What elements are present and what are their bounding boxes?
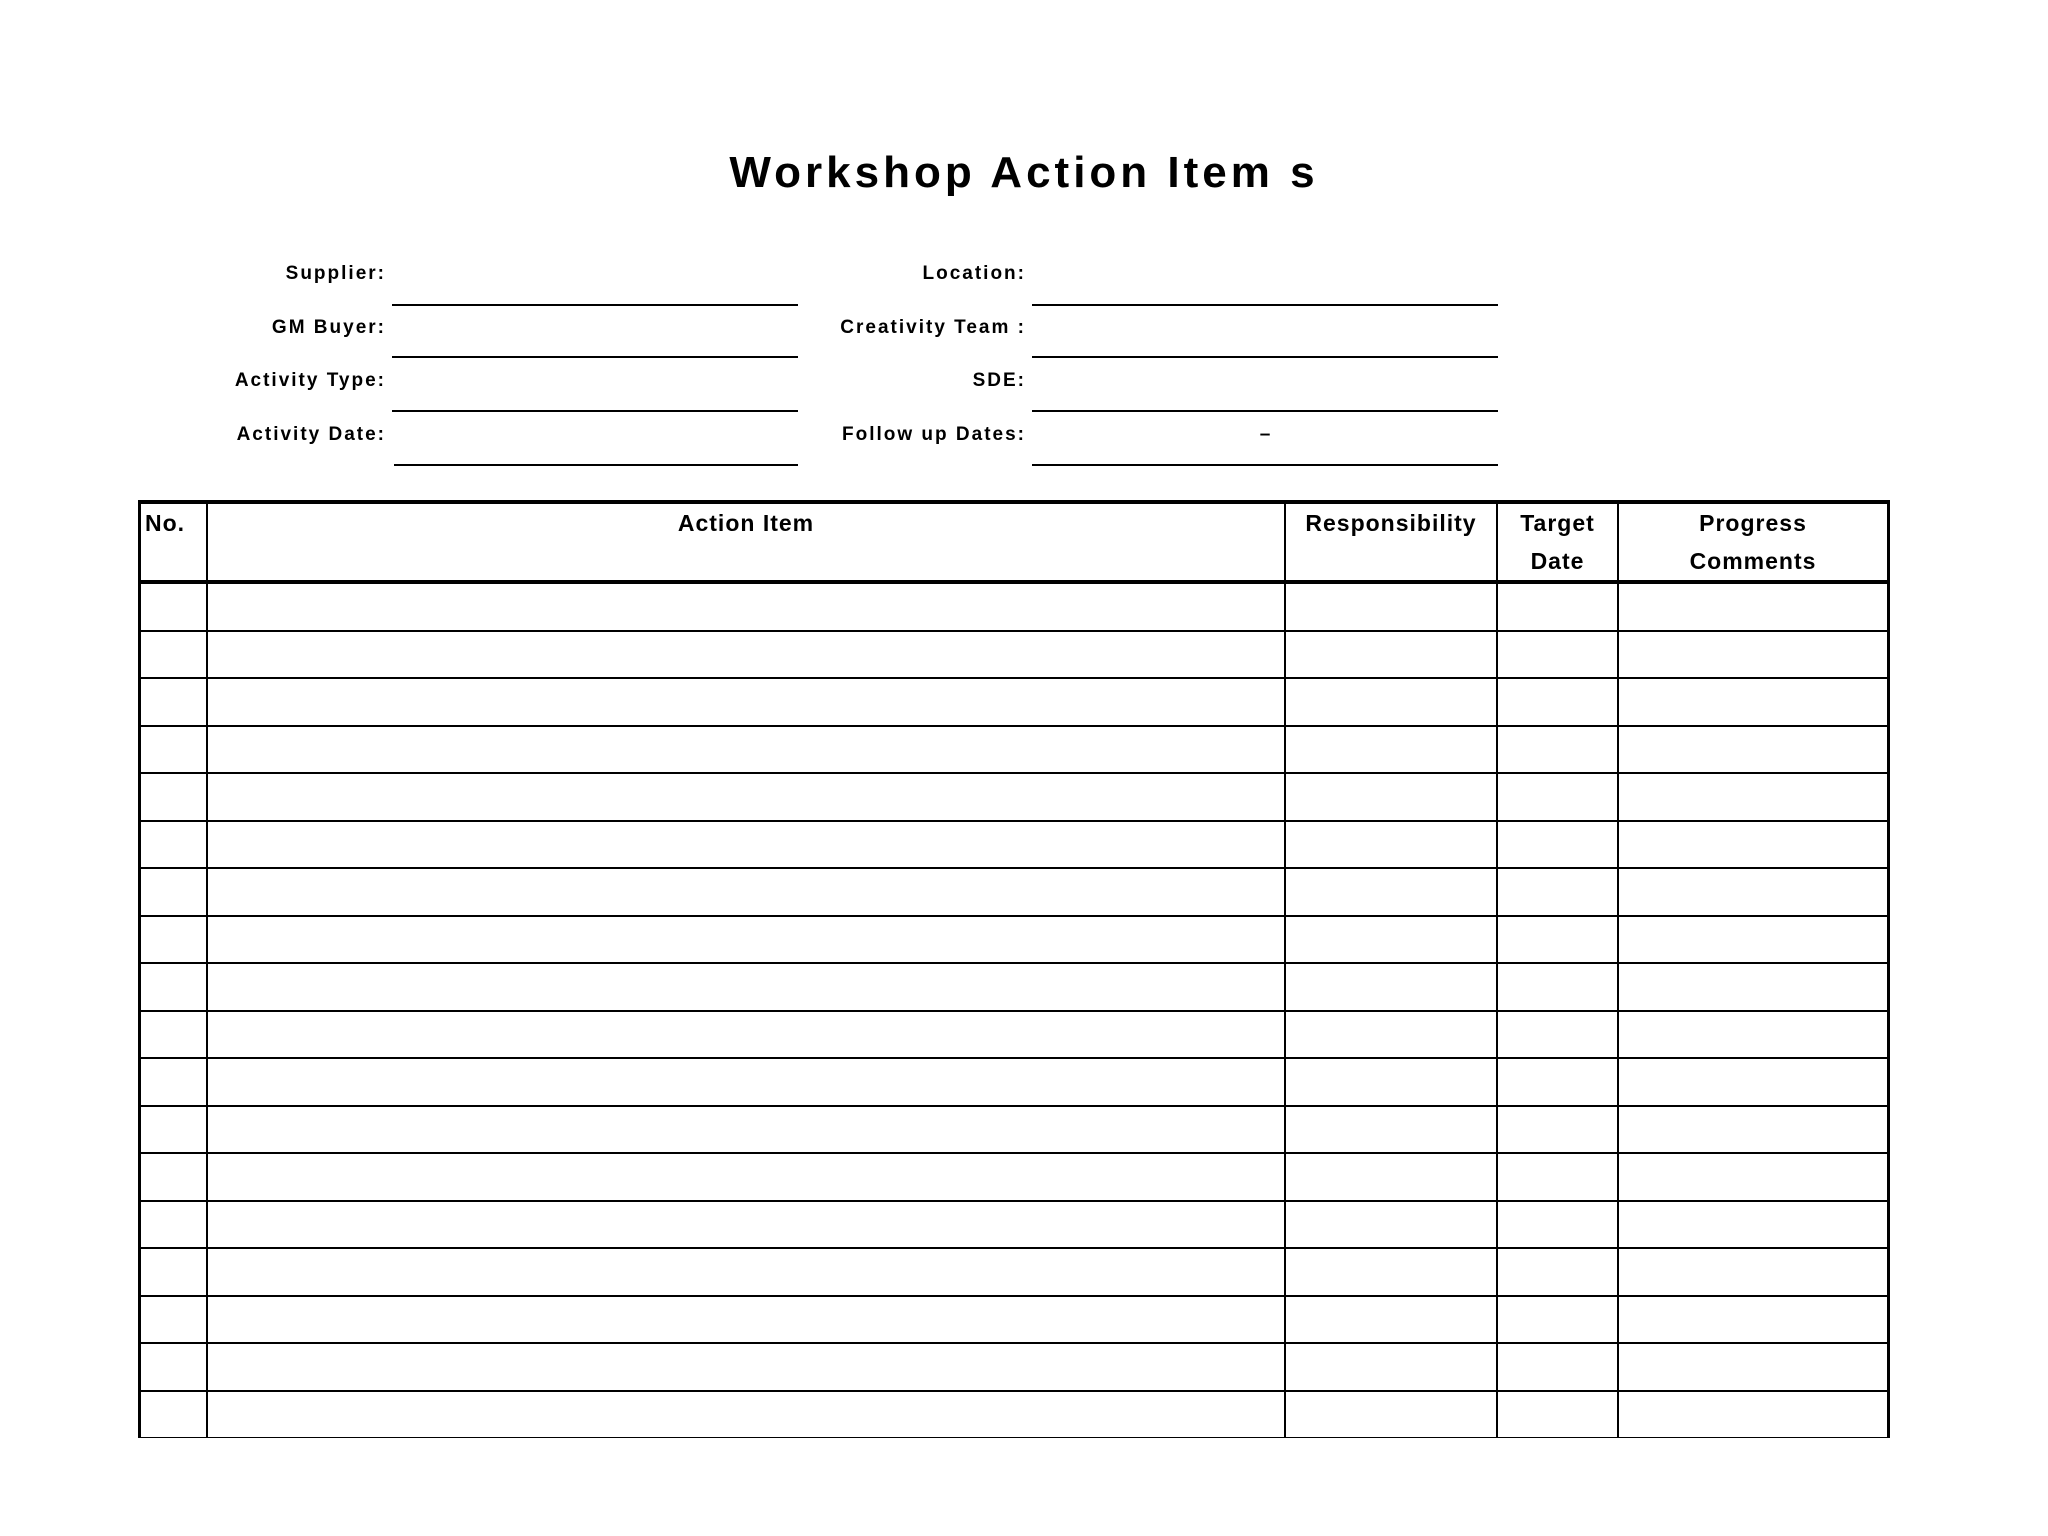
progress-comments-cell[interactable]	[1618, 631, 1887, 679]
action-items-table	[138, 500, 1890, 1438]
no-cell[interactable]	[141, 582, 207, 631]
sde-label: SDE:	[972, 370, 1026, 391]
target-date-cell[interactable]	[1497, 1343, 1618, 1391]
no-cell[interactable]	[141, 1058, 207, 1106]
table-row	[141, 868, 1887, 916]
action-item-cell[interactable]	[207, 963, 1285, 1011]
progress-comments-cell[interactable]	[1618, 1106, 1887, 1154]
target-date-cell[interactable]	[1497, 678, 1618, 726]
progress-comments-cell[interactable]	[1618, 868, 1887, 916]
creativity-team-field[interactable]	[1032, 356, 1498, 358]
no-cell[interactable]	[141, 1153, 207, 1201]
action-item-cell[interactable]	[207, 1201, 1285, 1249]
follow-up-dates-label: Follow up Dates:	[842, 424, 1026, 445]
table-row	[141, 1296, 1887, 1344]
activity-type-field[interactable]	[392, 410, 798, 412]
activity-date-field[interactable]	[394, 464, 798, 466]
column-header-no: No.	[141, 504, 207, 582]
target-date-cell[interactable]	[1497, 582, 1618, 631]
target-date-cell[interactable]	[1497, 1011, 1618, 1059]
column-header-progress-comments	[1618, 504, 1887, 582]
progress-line2: Comments	[1689, 548, 1817, 574]
target-date-cell[interactable]	[1497, 868, 1618, 916]
gm-buyer-field[interactable]	[392, 356, 798, 358]
action-item-cell[interactable]	[207, 1343, 1285, 1391]
no-cell[interactable]	[141, 631, 207, 679]
no-cell[interactable]	[141, 1343, 207, 1391]
table-row	[141, 1011, 1887, 1059]
responsibility-cell[interactable]	[1285, 1391, 1497, 1439]
table-row	[141, 1201, 1887, 1249]
action-item-cell[interactable]	[207, 582, 1285, 631]
activity-type-label: Activity Type:	[234, 370, 386, 391]
table-row	[141, 1058, 1887, 1106]
action-item-cell[interactable]	[207, 1106, 1285, 1154]
target-date-cell[interactable]	[1497, 1296, 1618, 1344]
progress-comments-cell[interactable]	[1618, 726, 1887, 774]
responsibility-cell[interactable]	[1285, 1106, 1497, 1154]
target-date-cell[interactable]	[1497, 631, 1618, 679]
progress-line1: Progress	[1699, 510, 1807, 536]
gm-buyer-label: GM Buyer:	[271, 317, 386, 338]
no-cell[interactable]	[141, 916, 207, 964]
supplier-field[interactable]	[392, 304, 798, 306]
responsibility-cell[interactable]	[1285, 1153, 1497, 1201]
creativity-team-label: Creativity Team :	[840, 317, 1026, 338]
target-date-line2: Date	[1530, 548, 1585, 574]
responsibility-cell[interactable]	[1285, 631, 1497, 679]
column-header-action-item: Action Item	[207, 504, 1285, 582]
responsibility-cell[interactable]	[1285, 1011, 1497, 1059]
action-item-cell[interactable]	[207, 678, 1285, 726]
action-item-cell[interactable]	[207, 726, 1285, 774]
table-row	[141, 1248, 1887, 1296]
table-row	[141, 1106, 1887, 1154]
location-field[interactable]	[1032, 304, 1498, 306]
table-row	[141, 773, 1887, 821]
table-header-row	[141, 504, 1887, 582]
table-row	[141, 1343, 1887, 1391]
responsibility-cell[interactable]	[1285, 963, 1497, 1011]
progress-comments-cell[interactable]	[1618, 1296, 1887, 1344]
sde-field[interactable]	[1032, 410, 1498, 412]
action-item-cell[interactable]	[207, 916, 1285, 964]
action-item-cell[interactable]	[207, 1391, 1285, 1439]
progress-comments-cell[interactable]	[1618, 821, 1887, 869]
responsibility-cell[interactable]	[1285, 1248, 1497, 1296]
no-cell[interactable]	[141, 1391, 207, 1439]
progress-comments-cell[interactable]	[1618, 1248, 1887, 1296]
progress-comments-cell[interactable]	[1618, 1201, 1887, 1249]
progress-comments-cell[interactable]	[1618, 963, 1887, 1011]
target-date-cell[interactable]	[1497, 821, 1618, 869]
target-date-cell[interactable]	[1497, 1153, 1618, 1201]
target-date-cell[interactable]	[1497, 1106, 1618, 1154]
responsibility-cell[interactable]	[1285, 1296, 1497, 1344]
supplier-label: Supplier:	[285, 263, 386, 284]
follow-up-dates-value: –	[1259, 424, 1271, 445]
responsibility-cell[interactable]	[1285, 1058, 1497, 1106]
no-cell[interactable]	[141, 773, 207, 821]
responsibility-cell[interactable]	[1285, 821, 1497, 869]
location-label: Location:	[922, 263, 1026, 284]
target-date-cell[interactable]	[1497, 773, 1618, 821]
progress-comments-cell[interactable]	[1618, 773, 1887, 821]
progress-comments-cell[interactable]	[1618, 678, 1887, 726]
responsibility-cell[interactable]	[1285, 582, 1497, 631]
column-header-responsibility: Responsibility	[1285, 504, 1497, 582]
progress-comments-cell[interactable]	[1618, 582, 1887, 631]
follow-up-dates-field[interactable]	[1032, 464, 1498, 466]
no-cell[interactable]	[141, 1201, 207, 1249]
no-cell[interactable]	[141, 678, 207, 726]
target-date-cell[interactable]	[1497, 1391, 1618, 1439]
table-row	[141, 1391, 1887, 1439]
responsibility-cell[interactable]	[1285, 868, 1497, 916]
progress-comments-cell[interactable]	[1618, 916, 1887, 964]
no-cell[interactable]	[141, 821, 207, 869]
no-cell[interactable]	[141, 963, 207, 1011]
responsibility-cell[interactable]	[1285, 916, 1497, 964]
action-item-cell[interactable]	[207, 1011, 1285, 1059]
column-header-target-date	[1497, 504, 1618, 582]
target-date-cell[interactable]	[1497, 726, 1618, 774]
responsibility-cell[interactable]	[1285, 1201, 1497, 1249]
no-cell[interactable]	[141, 726, 207, 774]
responsibility-cell[interactable]	[1285, 773, 1497, 821]
target-date-cell[interactable]	[1497, 1201, 1618, 1249]
action-item-cell[interactable]	[207, 1153, 1285, 1201]
action-item-cell[interactable]	[207, 631, 1285, 679]
no-cell[interactable]	[141, 1296, 207, 1344]
action-item-cell[interactable]	[207, 773, 1285, 821]
no-cell[interactable]	[141, 868, 207, 916]
table-row	[141, 726, 1887, 774]
progress-comments-cell[interactable]	[1618, 1058, 1887, 1106]
table-row	[141, 963, 1887, 1011]
table-row	[141, 678, 1887, 726]
target-date-cell[interactable]	[1497, 1248, 1618, 1296]
target-date-cell[interactable]	[1497, 916, 1618, 964]
target-date-line1: Target	[1520, 510, 1595, 536]
action-item-cell[interactable]	[207, 868, 1285, 916]
no-cell[interactable]	[141, 1106, 207, 1154]
page-title: Workshop Action Item s	[729, 148, 1319, 197]
target-date-cell[interactable]	[1497, 1058, 1618, 1106]
action-item-cell[interactable]	[207, 821, 1285, 869]
action-item-cell[interactable]	[207, 1248, 1285, 1296]
table-row	[141, 821, 1887, 869]
target-date-cell[interactable]	[1497, 963, 1618, 1011]
responsibility-cell[interactable]	[1285, 726, 1497, 774]
responsibility-cell[interactable]	[1285, 1343, 1497, 1391]
action-item-cell[interactable]	[207, 1296, 1285, 1344]
no-cell[interactable]	[141, 1011, 207, 1059]
progress-comments-cell[interactable]	[1618, 1391, 1887, 1439]
progress-comments-cell[interactable]	[1618, 1153, 1887, 1201]
progress-comments-cell[interactable]	[1618, 1011, 1887, 1059]
activity-date-label: Activity Date:	[236, 424, 386, 445]
no-cell[interactable]	[141, 1248, 207, 1296]
progress-comments-cell[interactable]	[1618, 1343, 1887, 1391]
table-row	[141, 582, 1887, 631]
table-row	[141, 1153, 1887, 1201]
action-item-cell[interactable]	[207, 1058, 1285, 1106]
table-row	[141, 631, 1887, 679]
table-row	[141, 916, 1887, 964]
responsibility-cell[interactable]	[1285, 678, 1497, 726]
